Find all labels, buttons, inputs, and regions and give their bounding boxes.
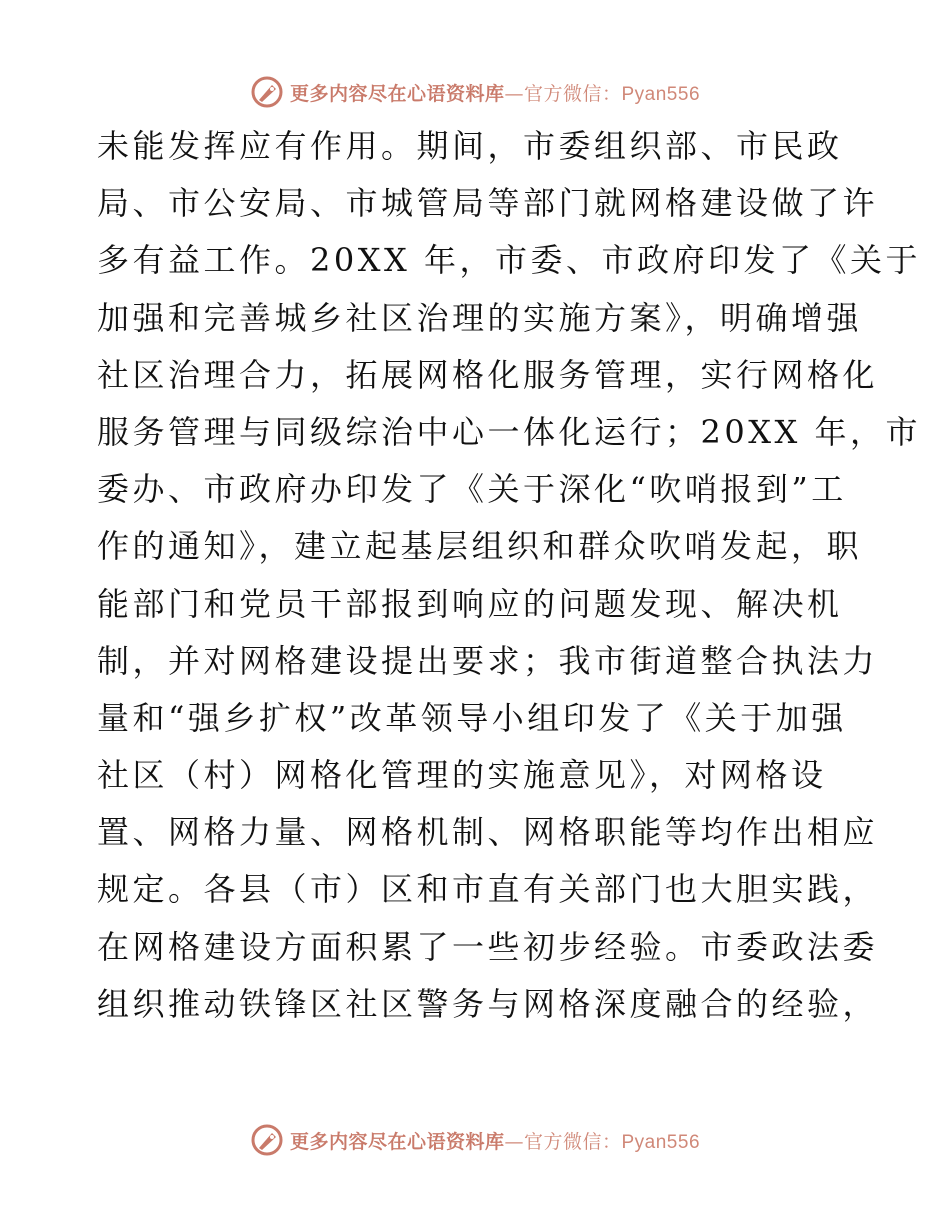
body-line: 加强和完善城乡社区治理的实施方案》，明确增强: [97, 298, 863, 337]
body-line: 作的通知》，建立起基层组织和群众吹哨发起，职: [97, 527, 863, 566]
body-line: 量和“强乡扩权”改革领导小组印发了《关于加强: [97, 698, 847, 737]
body-line: 置、网格力量、网格机制、网格职能等均作出相应: [97, 813, 879, 852]
pen-nib-logo-icon: [250, 75, 284, 109]
watermark-main: 更多内容尽在心语资料库: [289, 1130, 505, 1153]
watermark-dash: —: [504, 82, 524, 105]
body-line: 能部门和党员干部报到响应的问题发现、解决机: [97, 584, 843, 623]
body-line: 社区治理合力，拓展网格化服务管理，实行网格化: [97, 355, 879, 394]
document-body: [97, 118, 921, 1033]
watermark-id: Pyan556: [621, 83, 701, 105]
header-watermark: [0, 72, 950, 112]
body-line: 制，并对网格建设提出要求；我市街道整合执法力: [97, 641, 879, 680]
body-line: 社区（村）网格化管理的实施意见》，对网格设: [97, 756, 827, 795]
watermark-id: Pyan556: [621, 1131, 701, 1153]
footer-watermark: [0, 1120, 950, 1160]
body-line: 规定。各县（市）区和市直有关部门也大胆实践，: [97, 870, 879, 909]
watermark-sub: 官方微信：: [523, 82, 622, 105]
body-line: 多有益工作。20XX 年，市委、市政府印发了《关于: [97, 241, 921, 280]
watermark-sub: 官方微信：: [523, 1130, 622, 1153]
watermark-main: 更多内容尽在心语资料库: [289, 82, 505, 105]
watermark-text: [290, 79, 700, 106]
pen-nib-logo-icon: [250, 1123, 284, 1157]
body-line: 组织推动铁锋区社区警务与网格深度融合的经验，: [97, 984, 879, 1023]
watermark-text: [290, 1127, 700, 1154]
body-line: 委办、市政府办印发了《关于深化“吹哨报到”工: [97, 470, 847, 509]
body-line: 在网格建设方面积累了一些初步经验。市委政法委: [97, 927, 879, 966]
body-line: 未能发挥应有作用。期间，市委组织部、市民政: [97, 127, 843, 165]
body-line: 服务管理与同级综治中心一体化运行；20XX 年，市: [97, 412, 921, 451]
body-line: 局、市公安局、市城管局等部门就网格建设做了许: [97, 184, 879, 223]
watermark-dash: —: [504, 1130, 524, 1153]
